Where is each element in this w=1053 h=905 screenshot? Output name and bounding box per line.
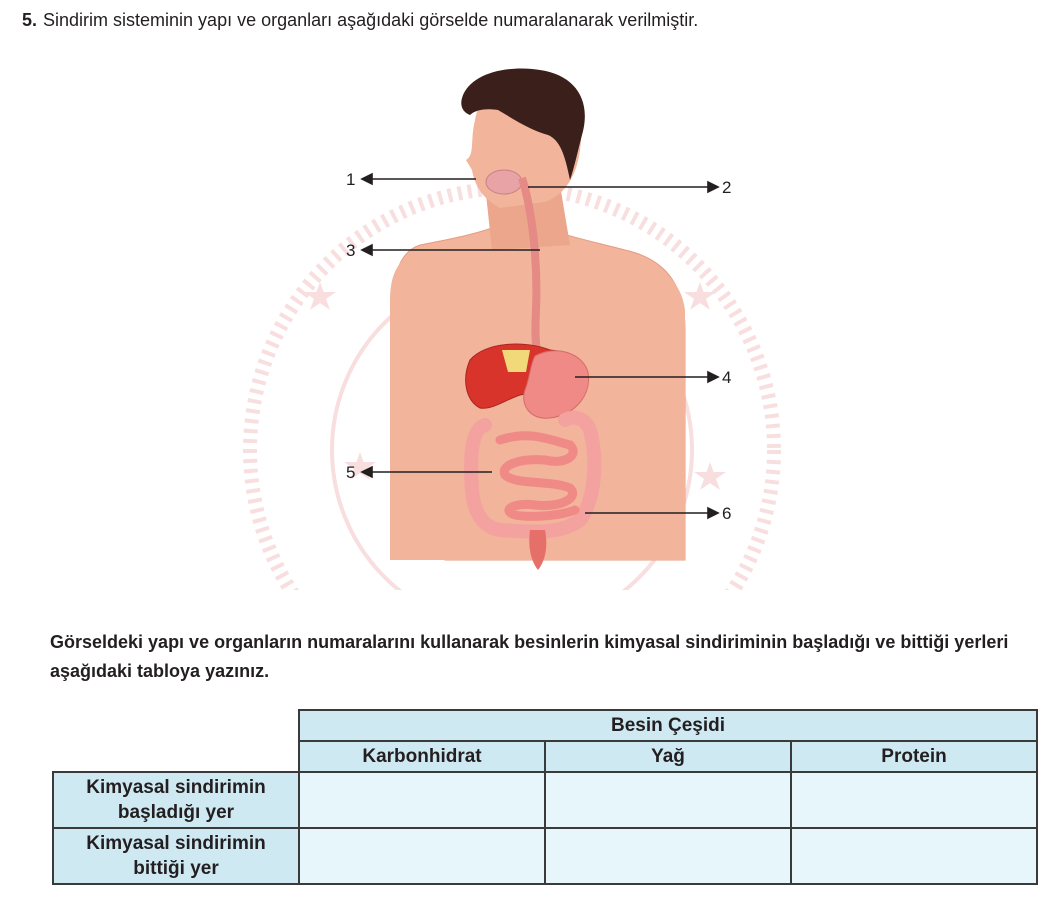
row-header-end	[53, 828, 299, 884]
answer-cell-end-protein[interactable]	[791, 828, 1037, 884]
column-header-karbonhidrat: Karbonhidrat	[299, 741, 545, 772]
row-header-line: Kimyasal sindirimin	[86, 833, 266, 854]
row-header-line: Kimyasal sindirimin	[86, 777, 266, 798]
rectum	[529, 530, 546, 570]
label-2: 2	[722, 178, 732, 197]
answer-cell-start-karbonhidrat[interactable]	[299, 772, 545, 828]
answer-cell-start-yag[interactable]	[545, 772, 791, 828]
instruction-text: Görseldeki yapı ve organların numaralarını kullanarak besinlerin kimyasal sindiriminin başladığı ve bittiği yerleri aşağıdaki tabloya yazınız.	[50, 632, 1009, 681]
table-corner	[53, 710, 299, 772]
row-header-start	[53, 772, 299, 828]
table-row	[53, 828, 1037, 884]
column-header-yag: Yağ	[545, 741, 791, 772]
group-header: Besin Çeşidi	[299, 710, 1037, 741]
answer-cell-end-karbonhidrat[interactable]	[299, 828, 545, 884]
column-header-protein: Protein	[791, 741, 1037, 772]
question-number: 5.	[22, 10, 38, 30]
label-3: 3	[346, 241, 356, 260]
question	[22, 10, 698, 31]
digestive-system-figure	[230, 60, 790, 590]
answer-table	[52, 709, 1038, 885]
row-header-line: başladığı yer	[117, 802, 235, 823]
mouth-cavity	[486, 170, 522, 194]
label-5: 5	[346, 463, 356, 482]
table-row	[53, 772, 1037, 828]
label-1: 1	[346, 170, 356, 189]
question-text: Sindirim sisteminin yapı ve organları aşağıdaki görselde numaralanarak verilmiştir.	[43, 10, 699, 30]
label-6: 6	[722, 504, 732, 523]
answer-cell-end-yag[interactable]	[545, 828, 791, 884]
label-4: 4	[722, 368, 732, 387]
row-header-line: bittiği yer	[133, 858, 219, 879]
answer-cell-start-protein[interactable]	[791, 772, 1037, 828]
